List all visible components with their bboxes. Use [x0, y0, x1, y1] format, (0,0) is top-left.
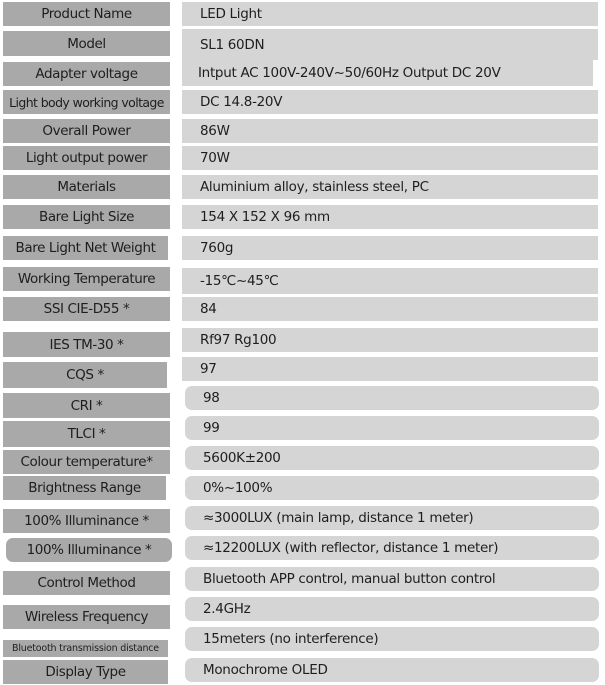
value-light-output-power: 70W: [182, 146, 598, 170]
value-product-name: LED Light: [182, 2, 598, 26]
value-overall-power: 86W: [182, 119, 598, 143]
label-light-output-power: Light output power: [3, 146, 170, 170]
label-colour-temperature: Colour temperature*: [3, 450, 170, 474]
label-product-name: Product Name: [3, 2, 170, 26]
label-ies-tm30: IES TM-30 *: [3, 332, 170, 357]
value-colour-temperature: 5600K±200: [185, 446, 599, 470]
value-tlci: 99: [185, 416, 599, 440]
label-bluetooth-distance: Bluetooth transmission distance: [3, 640, 168, 657]
label-cri: CRI *: [3, 393, 170, 418]
label-illuminance-reflector: 100% Illuminance *: [6, 538, 172, 562]
value-bluetooth-distance: 15meters (no interference): [185, 627, 599, 651]
label-net-weight: Bare Light Net Weight: [3, 236, 168, 260]
label-brightness-range: Brightness Range: [3, 476, 166, 500]
label-model: Model: [3, 31, 170, 56]
value-illuminance-main: ≈3000LUX (main lamp, distance 1 meter): [185, 506, 599, 530]
label-wireless-frequency: Wireless Frequency: [3, 605, 170, 629]
label-cqs: CQS *: [3, 362, 167, 388]
label-materials: Materials: [3, 175, 170, 199]
value-ies-tm30: Rf97 Rg100: [182, 328, 598, 352]
value-adapter-voltage: Intput AC 100V-240V~50/60Hz Output DC 20V: [182, 60, 593, 86]
value-bare-light-size: 154 X 152 X 96 mm: [182, 205, 598, 229]
value-wireless-frequency: 2.4GHz: [185, 597, 599, 621]
value-cqs: 97: [182, 357, 598, 381]
label-adapter-voltage: Adapter voltage: [3, 62, 170, 86]
value-net-weight: 760g: [182, 236, 598, 260]
label-control-method: Control Method: [3, 571, 170, 595]
value-cri: 98: [185, 386, 599, 410]
value-light-body-voltage: DC 14.8-20V: [182, 90, 598, 114]
value-brightness-range: 0%~100%: [185, 476, 599, 500]
label-working-temperature: Working Temperature: [3, 267, 170, 291]
label-illuminance-main: 100% Illuminance *: [3, 509, 170, 533]
label-light-body-voltage: Light body working voltage: [3, 90, 170, 114]
value-model: SL1 60DN: [182, 29, 598, 60]
value-control-method: Bluetooth APP control, manual button control: [185, 567, 599, 591]
value-illuminance-reflector: ≈12200LUX (with reflector, distance 1 meter): [185, 536, 599, 560]
value-working-temperature: -15℃~45℃: [182, 268, 598, 294]
label-overall-power: Overall Power: [3, 119, 170, 143]
label-bare-light-size: Bare Light Size: [3, 205, 170, 229]
value-ssi: 84: [182, 297, 598, 321]
label-ssi: SSI CIE-D55 *: [3, 297, 170, 321]
value-materials: Aluminium alloy, stainless steel, PC: [182, 175, 598, 199]
value-display-type: Monochrome OLED: [185, 658, 599, 682]
label-display-type: Display Type: [3, 660, 168, 684]
label-tlci: TLCI *: [3, 421, 170, 447]
